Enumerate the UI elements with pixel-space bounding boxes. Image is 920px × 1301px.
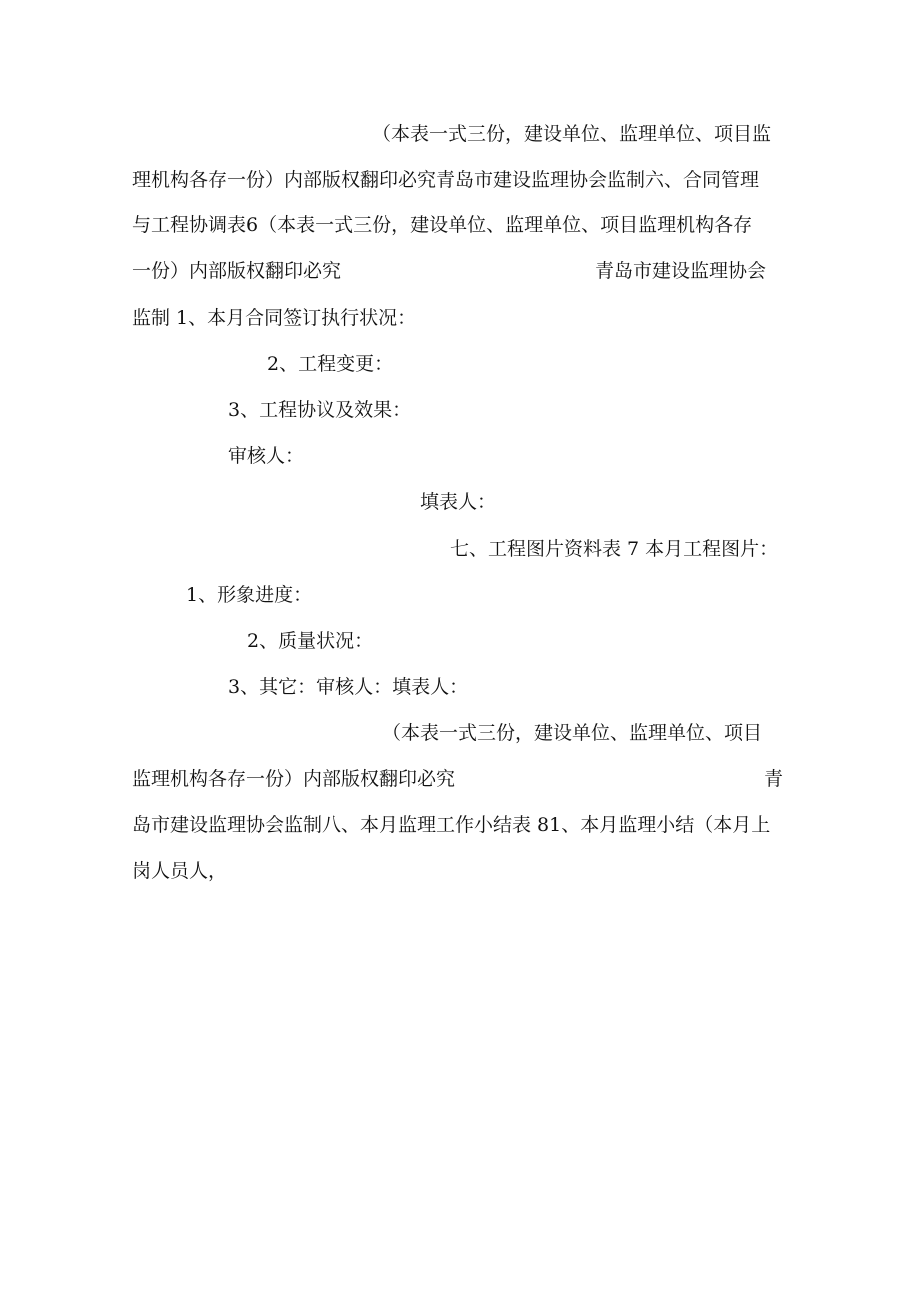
text-line-2: 理机构各存一份）内部版权翻印必究青岛市建设监理协会监制六、合同管理 bbox=[132, 169, 760, 191]
text-line-12: 2、质量状况： bbox=[247, 630, 374, 652]
text-line-16: 岛市建设监理协会监制八、本月监理工作小结表 81、本月监理小结（本月上 bbox=[132, 814, 771, 836]
text-line-6: 2、工程变更： bbox=[267, 353, 394, 375]
text-line-15: 监理机构各存一份）内部版权翻印必究 bbox=[132, 768, 456, 790]
text-line-3: 与工程协调表6（本表一式三份，建设单位、监理单位、项目监理机构各存 bbox=[132, 214, 753, 236]
text-line-14: （本表一式三份，建设单位、监理单位、项目 bbox=[382, 722, 763, 744]
text-line-15-right: 青 bbox=[764, 768, 784, 790]
text-line-17: 岗人员人， bbox=[132, 860, 228, 882]
text-line-4: 一份）内部版权翻印必究 bbox=[132, 260, 342, 282]
text-line-13: 3、其它：审核人：填表人： bbox=[228, 676, 469, 698]
text-line-11: 1、形象进度： bbox=[186, 584, 313, 606]
text-line-7: 3、工程协议及效果： bbox=[228, 399, 412, 421]
text-line-9: 填表人： bbox=[420, 491, 497, 513]
text-line-5: 监制 1、本月合同签订执行状况： bbox=[132, 307, 417, 329]
text-line-10: 七、工程图片资料表 7 本月工程图片： bbox=[450, 538, 779, 560]
text-line-1: （本表一式三份，建设单位、监理单位、项目监 bbox=[372, 123, 772, 145]
text-line-4-right: 青岛市建设监理协会 bbox=[595, 260, 767, 282]
text-line-8: 审核人： bbox=[228, 445, 305, 467]
